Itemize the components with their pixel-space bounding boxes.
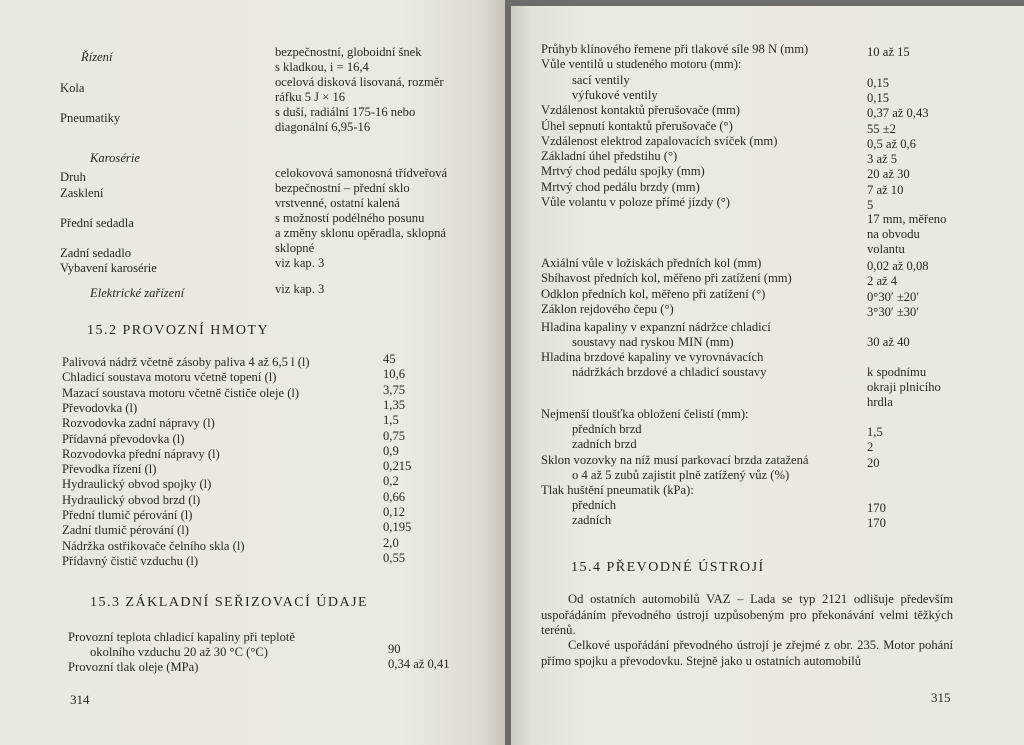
elektricke-value: viz kap. 3 — [275, 282, 325, 296]
row-value: 0,9 — [383, 443, 399, 458]
row-value: 3,75 — [383, 382, 406, 397]
rizeni-value-line: bezpečnostní, globoidní šnek — [275, 45, 422, 59]
row-label: Převodka řízení (l) — [62, 462, 157, 477]
row-label: Úhel sepnutí kontaktů přerušovače (°) — [541, 118, 733, 133]
row-value: 0,02 až 0,08 — [867, 259, 929, 273]
coolant-level-label-line: Hladina kapaliny v expanzní nádržce chladicí — [541, 320, 771, 334]
rizeni-value-line: s kladkou, i = 16,4 — [275, 60, 369, 74]
row-label: Hydraulický obvod brzd (l) — [62, 492, 201, 507]
tyre-pressure-label: Tlak huštění pneumatik (kPa): — [541, 483, 694, 497]
vybaveni-label: Vybavení karosérie — [60, 261, 157, 275]
row-value: 0,5 až 0,6 — [867, 136, 916, 151]
coolant-level-label-line: soustavy nad ryskou MIN (mm) — [572, 335, 734, 349]
row-value: 2 až 4 — [867, 274, 898, 289]
row-value: 10 až 15 — [867, 45, 910, 59]
brake-fluid-label-line: nádržkách brzdové a chladicí soustavy — [572, 365, 767, 379]
slope-value: 20 — [867, 456, 880, 470]
row-label: Rozvodovka zadní nápravy (l) — [62, 416, 215, 431]
coolant-temp-label-line: okolního vzduchu 20 až 30 °C (°C) — [90, 645, 268, 659]
row-label: výfukové ventily — [572, 87, 658, 102]
body-paragraph: Od ostatních automobilů VAZ – Lada se typ 2121 odlišuje především uspořádáním převodného ústrojí uzpůsobeným pro překonávání velmi těžkých terénů. — [541, 592, 953, 637]
row-label: Základní úhel předstihu (°) — [541, 149, 678, 164]
row-label: Vůle volantu v poloze přímé jízdy (°) — [541, 195, 730, 209]
row-value: 1,35 — [383, 397, 406, 412]
left-page — [0, 0, 505, 745]
row-value: 0,66 — [383, 489, 406, 504]
row-label: Přední tlumič pérování (l) — [62, 508, 193, 522]
body-paragraph: Celkové uspořádání převodného ústrojí je zřejmé z obr. 235. Motor pohání přímo spojku a převodovku. Stejně jako u ostatních automobilů — [541, 638, 953, 668]
row-value: 0,195 — [383, 520, 412, 535]
row-label: Mrtvý chod pedálu spojky (mm) — [541, 164, 705, 179]
row-label: Sbíhavost předních kol, měřeno při zatížení (mm) — [541, 271, 792, 286]
row-value: 2,0 — [383, 535, 399, 550]
predni-sedadla-value-line: s možností podélného posunu — [275, 211, 425, 225]
predni-sedadla-value-line: a změny sklonu opěradla, sklopná — [275, 226, 447, 240]
predni-sedadla-label: Přední sedadla — [60, 216, 134, 230]
elektricke-label: Elektrické zařízení — [90, 286, 185, 300]
row-label: Převodovka (l) — [62, 400, 138, 415]
tyre-rear-label: zadních — [572, 513, 612, 527]
page-number-right: 315 — [931, 690, 951, 705]
steering-play-extra-line: 17 mm, měřeno — [867, 212, 947, 226]
pneumatiky-label: Pneumatiky — [60, 111, 121, 125]
pneumatiky-value-line: diagonální 6,95-16 — [275, 120, 371, 134]
row-label: Průhyb klínového řemene při tlakové síle 98 N (mm) — [541, 42, 809, 56]
tyre-rear-value: 170 — [867, 516, 886, 530]
lining-front-label: předních brzd — [572, 422, 642, 436]
lining-rear-label: zadních brzd — [572, 437, 637, 451]
rizeni-label: Řízení — [81, 50, 113, 64]
row-value: 3 až 5 — [867, 152, 898, 167]
tyre-front-value: 170 — [867, 501, 886, 515]
row-value: 0,12 — [383, 505, 406, 519]
oil-pressure-value: 0,34 až 0,41 — [388, 657, 450, 671]
row-value: 0,15 — [867, 75, 890, 90]
section-heading-15-4: 15.4 PŘEVODNÉ ÚSTROJÍ — [571, 560, 765, 575]
row-value: 10,6 — [383, 367, 406, 382]
zadni-sedadlo-label: Zadní sedadlo — [60, 246, 131, 260]
row-label: Palivová nádrž včetně zásoby paliva 4 až 6,5 l (l) — [62, 355, 310, 369]
row-value: 0,55 — [383, 550, 406, 565]
coolant-temp-label-line: Provozní teplota chladicí kapaliny při teplotě — [68, 630, 295, 644]
row-value: 0,15 — [867, 90, 890, 105]
vybaveni-value: viz kap. 3 — [275, 256, 325, 270]
brake-fluid-value-line: okraji plnicího — [867, 380, 941, 394]
row-value: 0,75 — [383, 428, 406, 443]
row-label: sací ventily — [572, 72, 630, 87]
lining-thickness-label: Nejmenší tloušťka obložení čelistí (mm): — [541, 407, 749, 421]
row-label: Chladicí soustava motoru včetně topení (l) — [62, 370, 277, 385]
row-value: 1,5 — [383, 413, 399, 428]
right-page — [511, 6, 1024, 745]
row-value: 3°30′ ±30′ — [867, 304, 920, 319]
row-label: Mrtvý chod pedálu brzdy (mm) — [541, 179, 700, 194]
kola-value-line: ocelová disková lisovaná, rozměr — [275, 75, 444, 89]
steering-play-extra-line: na obvodu — [867, 227, 920, 241]
row-value: 5 — [867, 198, 874, 212]
section-heading-15-3: 15.3 ZÁKLADNÍ SEŘIZOVACÍ ÚDAJE — [90, 595, 369, 610]
row-value: 20 až 30 — [867, 167, 910, 182]
row-label: Vzdálenost kontaktů přerušovače (mm) — [541, 103, 740, 118]
lining-rear-value: 2 — [867, 440, 874, 454]
kola-label: Kola — [60, 81, 85, 95]
karoserie-label: Karosérie — [90, 151, 140, 165]
zaskleni-value-line: bezpečnostní – přední sklo — [275, 181, 410, 195]
steering-play-extra-line: volantu — [867, 242, 905, 256]
zaskleni-label: Zasklení — [60, 186, 104, 200]
druh-value: celokovová samonosná třídveřová — [275, 166, 448, 180]
row-label: Přídavná převodovka (l) — [62, 431, 185, 446]
row-value: 45 — [383, 352, 396, 366]
tyre-front-label: předních — [572, 498, 617, 512]
row-label: Hydraulický obvod spojky (l) — [62, 477, 212, 492]
row-label: Mazací soustava motoru včetně čističe oleje (l) — [62, 385, 300, 400]
row-label: Nádržka ostřikovače čelního skla (l) — [62, 538, 245, 553]
lining-front-value: 1,5 — [867, 425, 883, 439]
row-label: Odklon předních kol, měřeno při zatížení (°) — [541, 286, 766, 301]
row-value: 0°30′ ±20′ — [867, 289, 920, 304]
brake-fluid-label-line: Hladina brzdové kapaliny ve vyrovnávacích — [541, 350, 764, 364]
slope-label-line: Sklon vozovky na níž musí parkovací brzda zatažená — [541, 453, 809, 467]
row-label: Záklon rejdového čepu (°) — [541, 301, 674, 316]
row-label: Rozvodovka přední nápravy (l) — [62, 446, 220, 461]
coolant-temp-value: 90 — [388, 642, 401, 656]
brake-fluid-value-line: hrdla — [867, 395, 893, 409]
row-label: Axiální vůle v ložiskách předních kol (mm) — [541, 256, 762, 270]
section-heading-15-2: 15.2 PROVOZNÍ HMOTY — [87, 323, 270, 338]
row-value: 55 ±2 — [867, 121, 896, 136]
row-label: Přídavný čistič vzduchu (l) — [62, 553, 199, 568]
row-label: Vzdálenost elektrod zapalovacích svíček (mm) — [541, 133, 778, 148]
kola-value-line: ráfku 5 J × 16 — [275, 90, 346, 104]
zaskleni-value-line: vrstvenné, ostatní kalená — [275, 196, 400, 210]
oil-pressure-label: Provozní tlak oleje (MPa) — [68, 660, 199, 674]
row-value: 7 až 10 — [867, 182, 904, 197]
zadni-sedadlo-value: sklopné — [275, 241, 315, 255]
row-label: Zadní tlumič pérování (l) — [62, 523, 189, 538]
row-value: 0,37 až 0,43 — [867, 106, 929, 121]
page-number-left: 314 — [70, 692, 90, 707]
druh-label: Druh — [60, 170, 86, 184]
pneumatiky-value-line: s duší, radiální 175-16 nebo — [275, 105, 416, 119]
coolant-level-value: 30 až 40 — [867, 335, 910, 349]
slope-label-line: o 4 až 5 zubů zajistit plně zatížený vůz (%) — [572, 468, 790, 482]
row-label: Vůle ventilů u studeného motoru (mm): — [541, 57, 742, 72]
row-value: 0,2 — [383, 474, 399, 489]
row-value: 0,215 — [383, 459, 412, 474]
brake-fluid-value-line: k spodnímu — [867, 365, 927, 379]
